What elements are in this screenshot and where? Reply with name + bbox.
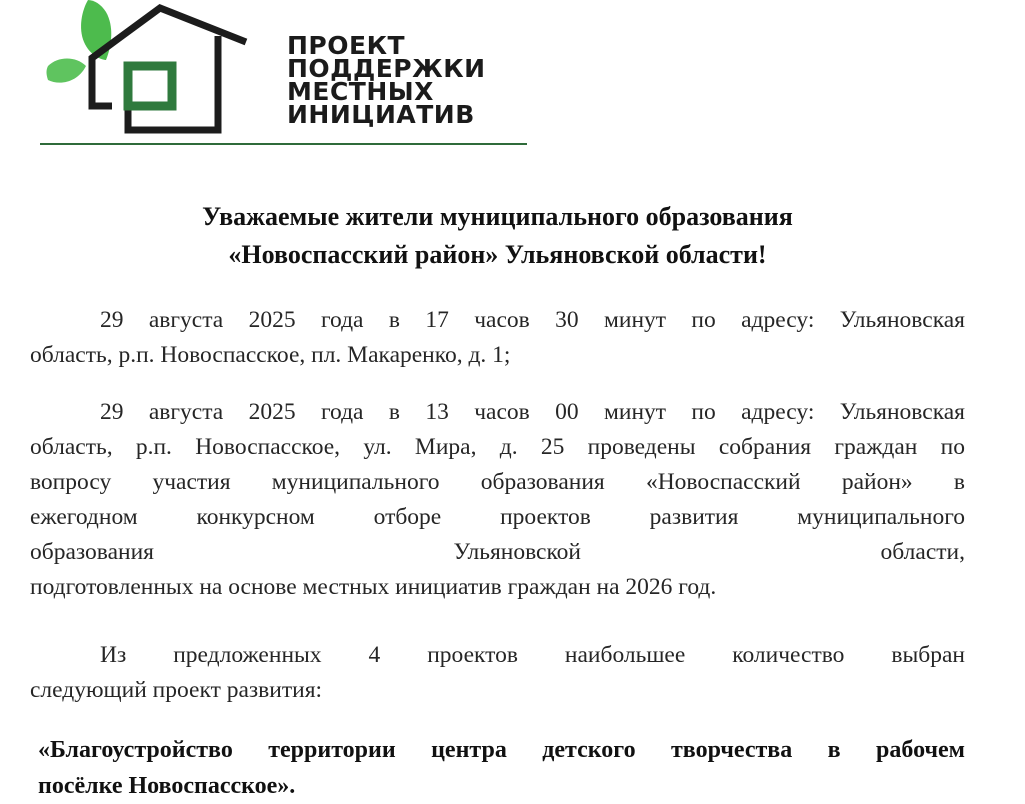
logo-text-line: ПОДДЕРЖКИ bbox=[287, 54, 486, 83]
paragraph-line: область, р.п. Новоспасское, ул. Мира, д. 25 проведены собрания граждан по bbox=[30, 434, 965, 460]
logo-divider bbox=[40, 143, 527, 145]
page-title bbox=[30, 198, 965, 274]
paragraph-line: область, р.п. Новоспасское, пл. Макаренко, д. 1; bbox=[30, 342, 511, 368]
selected-project bbox=[30, 732, 965, 804]
logo-text-line: МЕСТНЫХ bbox=[287, 77, 434, 106]
paragraph-line: 29 августа 2025 года в 17 часов 30 минут по адресу: Ульяновская bbox=[100, 307, 965, 333]
paragraph-line: образования Ульяновской области, bbox=[30, 539, 965, 565]
paragraph-meeting-1 bbox=[30, 303, 965, 373]
paragraph-line: подготовленных на основе местных инициатив граждан на 2026 год. bbox=[30, 574, 717, 600]
green-square-icon bbox=[128, 66, 172, 106]
logo-text-line: ПРОЕКТ bbox=[287, 31, 406, 60]
logo-text-line: ИНИЦИАТИВ bbox=[287, 100, 475, 129]
paragraph-line: следующий проект развития: bbox=[30, 677, 323, 703]
paragraph-line: ежегодном конкурсном отборе проектов развития муниципального bbox=[30, 504, 965, 530]
leaf-small-icon bbox=[47, 59, 87, 83]
paragraph-line: Из предложенных 4 проектов наибольшее количество выбран bbox=[100, 642, 965, 668]
paragraph-result bbox=[30, 638, 965, 708]
logo-text bbox=[287, 31, 486, 129]
title-line: «Новоспасский район» Ульяновской области! bbox=[228, 240, 767, 269]
project-line: посёлке Новоспасское». bbox=[38, 773, 296, 799]
paragraph-meeting-2 bbox=[30, 395, 965, 605]
title-line: Уважаемые жители муниципального образования bbox=[202, 202, 793, 231]
paragraph-line: 29 августа 2025 года в 13 часов 00 минут по адресу: Ульяновская bbox=[100, 399, 965, 425]
paragraph-line: вопросу участия муниципального образования «Новоспасский район» в bbox=[30, 469, 965, 495]
project-line: «Благоустройство территории центра детского творчества в рабочем bbox=[38, 737, 965, 763]
